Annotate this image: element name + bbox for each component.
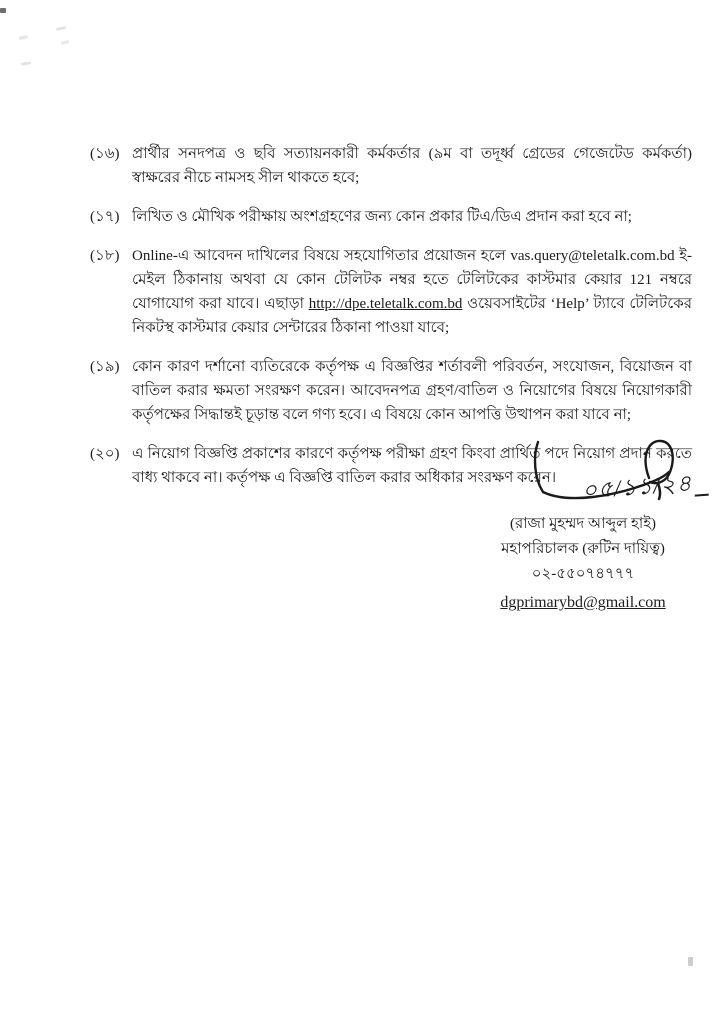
clause-text: এ নিয়োগ বিজ্ঞপ্তি প্রকাশের কারণে কর্তৃপক্ষ পরীক্ষা গ্রহণ কিংবা প্রার্থিত পদে নিয়োগ প্রদান করতে বাধ্য থাকবে না। কর্তৃপক্ষ এ বিজ্ঞপ্তি বাতিল করার অধিকার সংরক্ষণ করেন।: [132, 446, 692, 486]
signature-block: [458, 436, 708, 615]
clause-text: ওয়েবসাইটের ‘: [462, 296, 556, 312]
clause-text: -এ আবেদন দাখিলের বিষয়ে সহযোগিতার প্রয়োজন হলে: [172, 248, 511, 264]
signatory-title: মহাপরিচালক (রুটিন দায়িত্ব): [501, 541, 665, 557]
clause-text: লিখিত ও মৌখিক পরীক্ষায় অংশগ্রহণের জন্য কোন প্রকার টিএ/ডিএ প্রদান করা হবে না;: [132, 209, 632, 225]
scan-artifact: [0, 8, 6, 13]
scan-artifact: [56, 26, 66, 31]
item-number: (১৯): [90, 359, 120, 375]
item-number: (১৬): [90, 146, 120, 162]
contact-phone: ০২-৫৫০৭৪৭৭৭: [531, 566, 635, 582]
customer-care-number: 121: [629, 272, 653, 288]
item-text: [132, 205, 692, 229]
scan-artifact: [61, 40, 69, 45]
website-url-text: http://dpe.teletalk.com.bd: [308, 296, 463, 312]
clause-text: ই-মেইল ঠিকানায় অথবা যে কোন টেলিটক নম্বর হতে টেলিটকের কাস্টমার কেয়ার: [132, 248, 692, 288]
item-number: (২০): [90, 446, 120, 462]
help-tab-word: Help: [555, 296, 585, 312]
clause-text: প্রার্থীর সনদপত্র ও ছবি সত্যায়নকারী কর্মকর্তার (৯ম বা তদূর্ধ্ব গ্রেডের গেজেটেড কর্মকর্তা) স্বাক্ষরের নীচে নামসহ সীল থাকতে হবে;: [132, 146, 692, 186]
signatory-name: (রাজা মুহম্মদ আব্দুল হাই): [509, 516, 657, 532]
clause-text: কোন কারণ দর্শানো ব্যতিরেকে কর্তৃপক্ষ এ বিজ্ঞপ্তির শর্তাবলী পরিবর্তন, সংযোজন, বিয়োজন বা বাতিল করার ক্ষমতা সংরক্ষণ করেন। আবেদনপত্র গ্রহণ/বাতিল ও নিয়োগের বিষয়ে নিয়োগকারী কর্তৃপক্ষের সিদ্ধান্তই চূড়ান্ত বলে গণ্য হবে। এ বিষয়ে কোন আপত্তি উত্থাপন করা যাবে না;: [132, 359, 692, 423]
list-item-17: [90, 205, 692, 229]
english-word: Online: [132, 248, 173, 264]
item-text: [132, 142, 692, 190]
scan-artifact: [19, 35, 28, 40]
scan-artifact: [21, 61, 31, 65]
handwritten-date: ০৫/১১/২৪: [581, 470, 709, 505]
list-item-18: [90, 244, 692, 340]
clause-text: নম্বরে যোগাযোগ করা যাবে। এছাড়া: [132, 272, 692, 312]
clause-text: ’ ট্যাবে টেলিটকের নিকটস্থ কাস্টমার কেয়ার সেন্টারের ঠিকানা পাওয়া যাবে;: [132, 296, 692, 336]
support-email-text: vas.query@teletalk.com.bd: [510, 248, 675, 264]
item-text: [132, 355, 692, 427]
contact-email: dgprimarybd@gmail.com: [500, 594, 666, 611]
item-number: (১৭): [90, 209, 120, 225]
list-item-19: [90, 355, 692, 427]
list-item-16: [90, 142, 692, 190]
item-number: (১৮): [90, 248, 120, 264]
scan-artifact: [688, 957, 693, 966]
item-text: [132, 244, 692, 340]
signature-area: [458, 436, 708, 512]
